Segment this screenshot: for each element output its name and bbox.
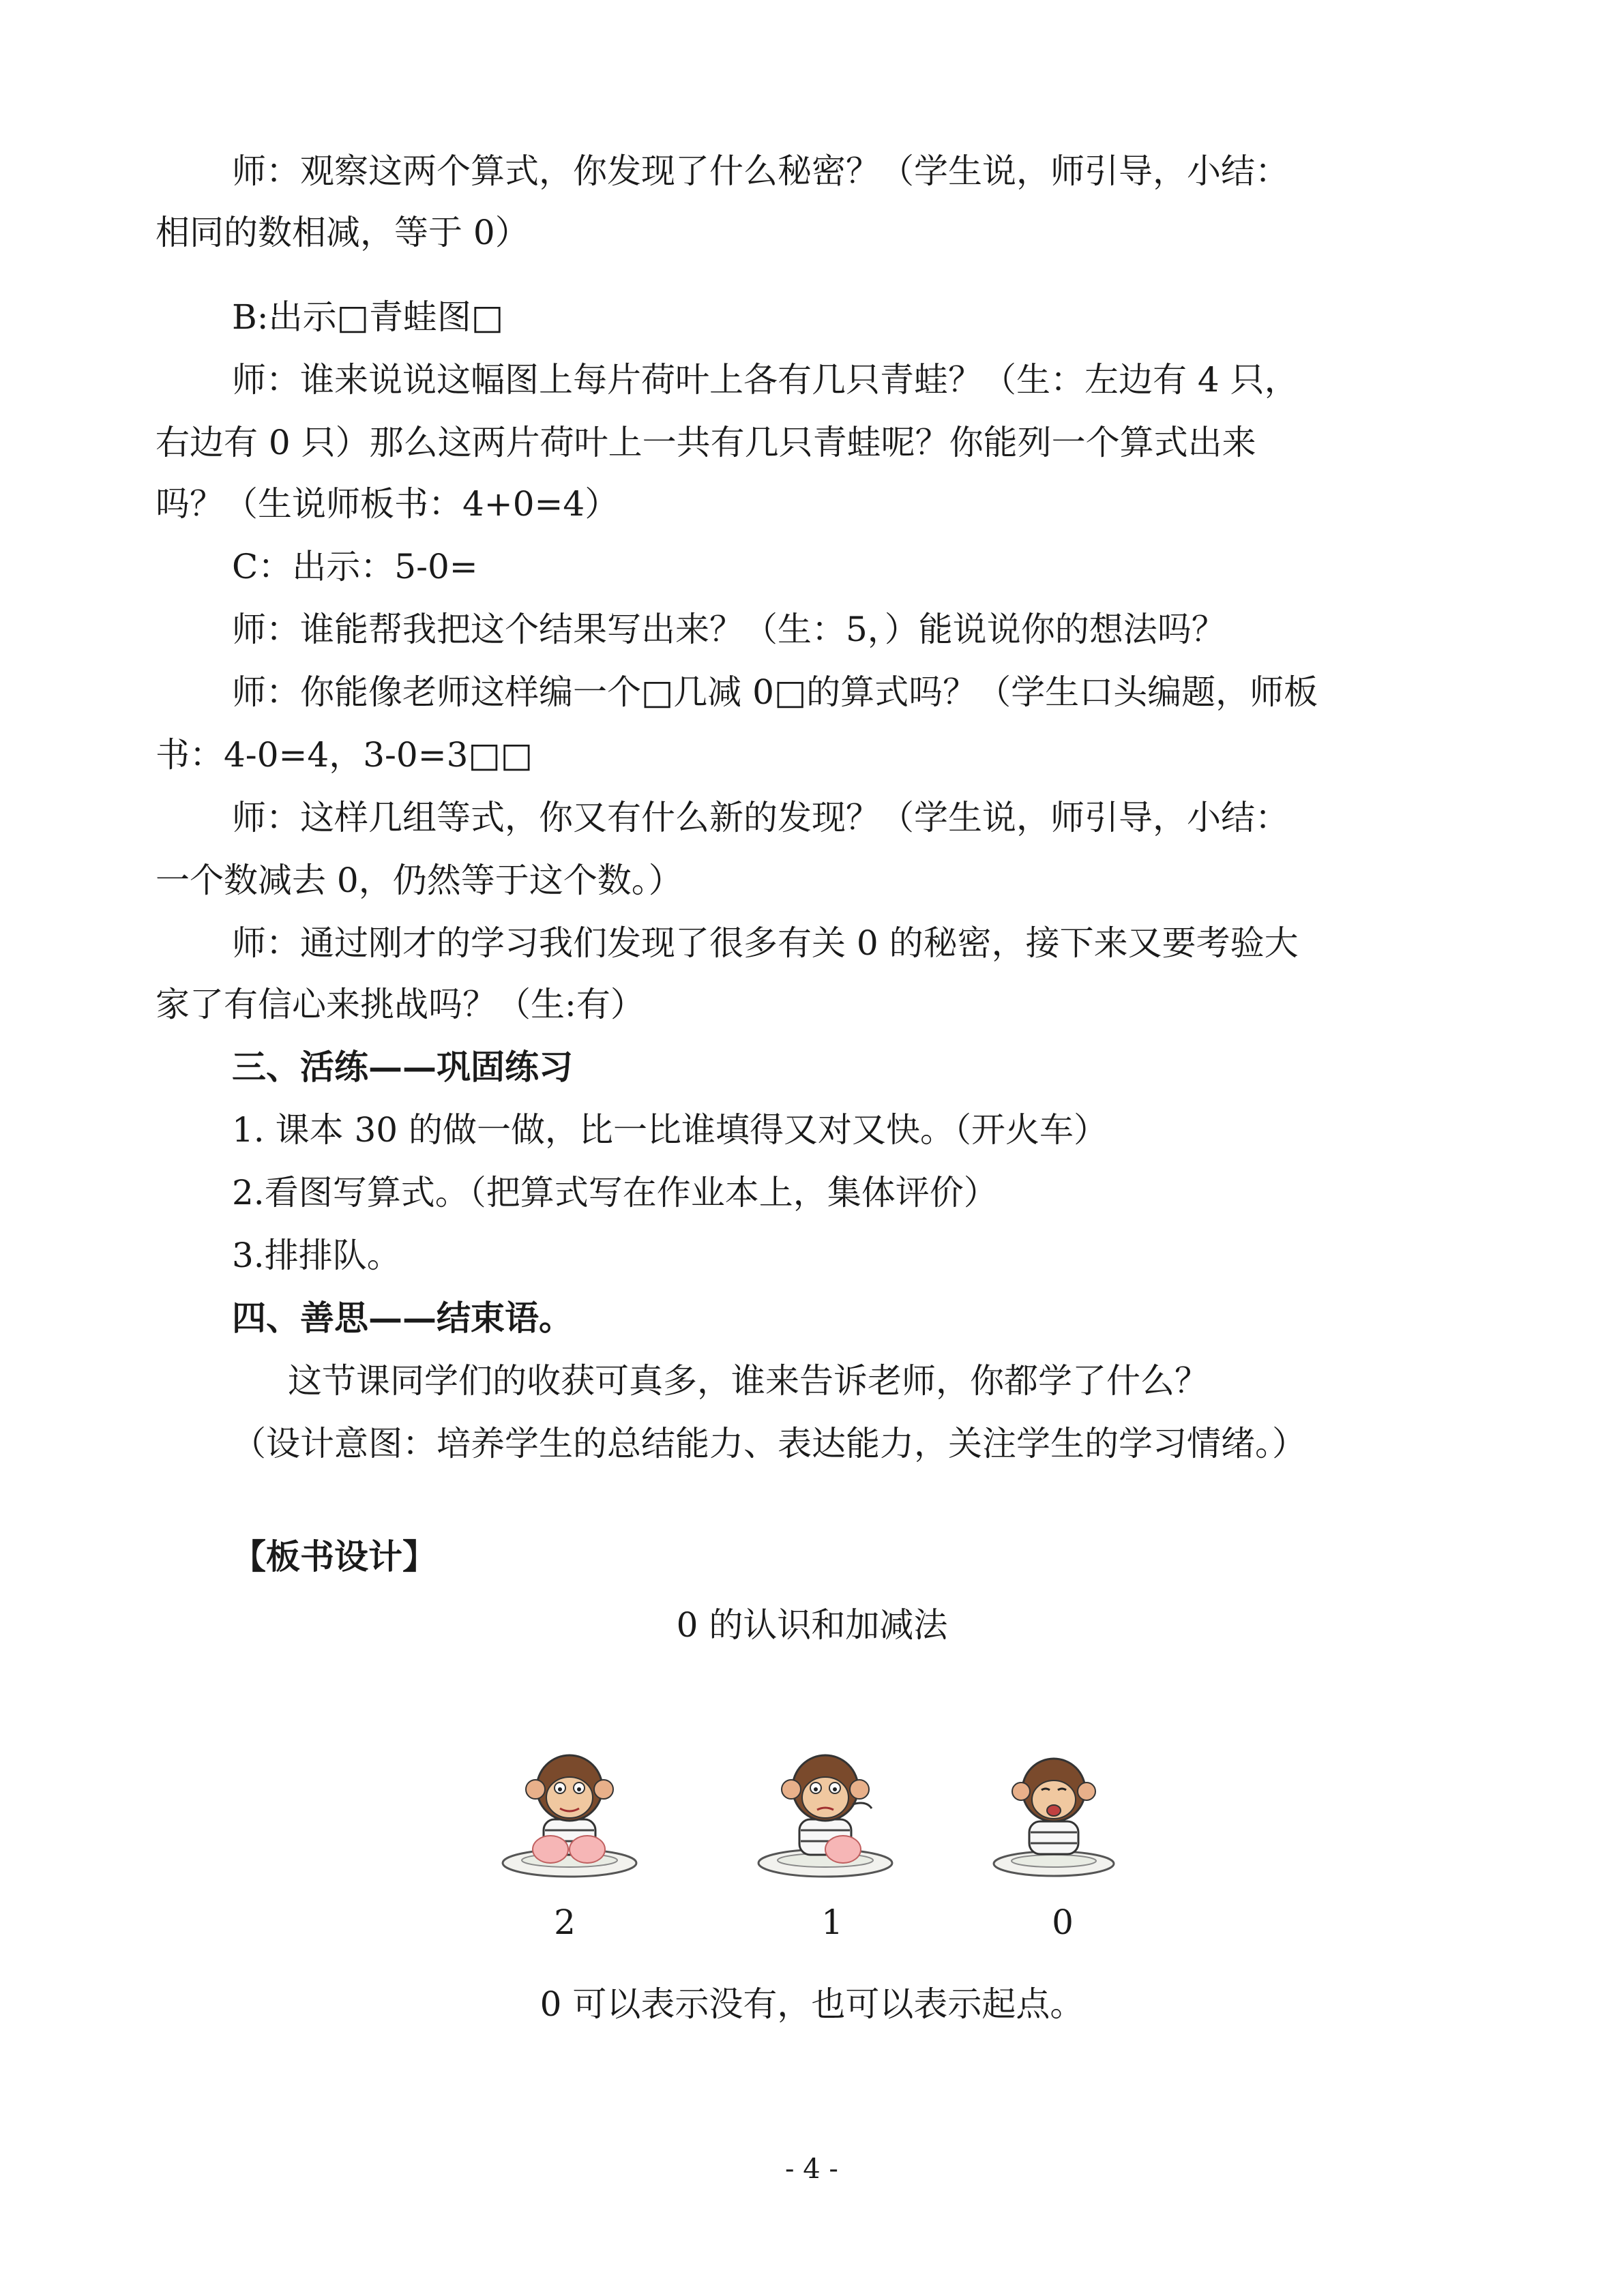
paragraph-line: 家了有信心来挑战吗？（生:有） bbox=[156, 985, 645, 1024]
page-number: - 4 - bbox=[785, 2153, 838, 2185]
monkey-empty-plate-illustration bbox=[986, 1749, 1122, 1882]
count-label: 0 bbox=[1052, 1903, 1074, 1942]
paragraph-line: 相同的数相减，等于 0） bbox=[156, 213, 529, 252]
paragraph-line: （设计意图：培养学生的总结能力、表达能力，关注学生的学习情绪。） bbox=[232, 1424, 1306, 1463]
paragraph-line: 师：你能像老师这样编一个□几减 0□的算式吗？（学生口头编题，师板 bbox=[232, 672, 1318, 712]
paragraph-line: 师：谁能帮我把这个结果写出来？（生：5，）能说说你的想法吗？ bbox=[232, 610, 1226, 649]
monkey-two-peaches-illustration bbox=[494, 1746, 645, 1882]
paragraph-line: 师：这样几组等式，你又有什么新的发现？（学生说，师引导，小结： bbox=[232, 798, 1289, 837]
section-heading: 四、善思——结束语。 bbox=[232, 1298, 573, 1338]
paragraph-line: 右边有 0 只）那么这两片荷叶上一共有几只青蛙呢？你能列一个算式出来 bbox=[156, 423, 1256, 462]
paragraph-line: 师：谁来说说这幅图上每片荷叶上各有几只青蛙？（生：左边有 4 只， bbox=[232, 360, 1299, 400]
board-title: 0 的认识和加减法 bbox=[676, 1605, 948, 1645]
paragraph-line: 3.排排队。 bbox=[232, 1236, 401, 1275]
paragraph-line: 1. 课本 30 的做一做，比一比谁填得又对又快。（开火车） bbox=[232, 1110, 1108, 1150]
paragraph-line: 这节课同学们的收获可真多，谁来告诉老师，你都学了什么？ bbox=[288, 1361, 1209, 1401]
board-caption: 0 可以表示没有，也可以表示起点。 bbox=[540, 1984, 1084, 2024]
paragraph-line: 书：4-0=4，3-0=3□□ bbox=[156, 735, 533, 775]
count-label: 2 bbox=[554, 1903, 576, 1942]
paragraph-line: 一个数减去 0，仍然等于这个数。） bbox=[156, 861, 683, 900]
section-heading: 三、活练——巩固练习 bbox=[232, 1047, 573, 1087]
count-label: 1 bbox=[821, 1903, 843, 1942]
paragraph-line: 2.看图写算式。（把算式写在作业本上，集体评价） bbox=[232, 1173, 998, 1212]
paragraph-line: C：出示：5-0= bbox=[232, 547, 478, 586]
board-design-heading: 【板书设计】 bbox=[232, 1536, 437, 1577]
paragraph-line: 师：观察这两个算式，你发现了什么秘密？（学生说，师引导，小结： bbox=[232, 151, 1289, 191]
monkey-one-peach-illustration bbox=[750, 1746, 900, 1882]
paragraph-line: 师：通过刚才的学习我们发现了很多有关 0 的秘密，接下来又要考验大 bbox=[232, 923, 1299, 963]
paragraph-line: 吗？（生说师板书：4+0=4） bbox=[156, 484, 619, 524]
paragraph-line: B:出示□青蛙图□ bbox=[232, 297, 504, 337]
